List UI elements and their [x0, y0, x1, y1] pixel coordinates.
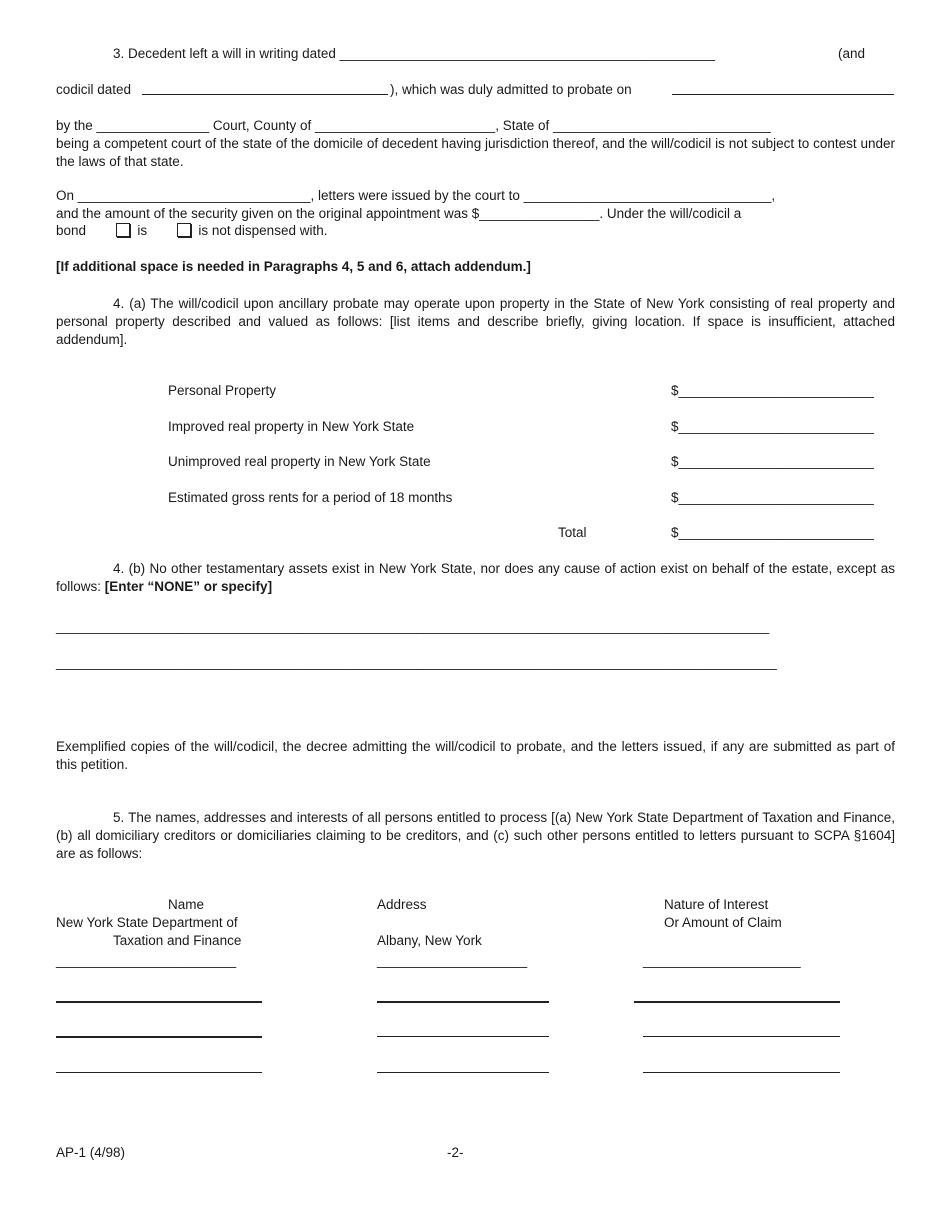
state-field[interactable]: _____________________________: [552, 118, 771, 133]
letters-issued-line[interactable]: On _______________________________, letters were issued by the court to _________________________________,: [56, 188, 776, 203]
first-party-name-line1: New York State Department of: [56, 915, 238, 930]
property-label-personal: Personal Property: [168, 383, 277, 398]
party-address-field-2[interactable]: [377, 1001, 549, 1003]
court-field[interactable]: _______________: [96, 118, 210, 133]
codicil-date-field[interactable]: [142, 94, 388, 95]
first-party-name-line2: Taxation and Finance: [113, 933, 242, 948]
party-name-field-3[interactable]: [56, 1036, 262, 1038]
para5-text: 5. The names, addresses and interests of all persons entitled to process [(a) New York State Department of Taxation and Finance, (b) all domiciliary creditors or domiciliaries claiming to be creditors, and (c) such other persons entitled to letters pursuant to SCPA §1604] are as follows:: [56, 810, 895, 861]
para4a-text: 4. (a) The will/codicil upon ancillary probate may operate upon property in the State of New York consisting of real property and personal property described and valued as follows: [list items and describe briefly, giving location. If space is insufficient, attached addendum].: [56, 296, 895, 347]
addendum-note: [If additional space is needed in Paragraphs 4, 5 and 6, attach addendum.]: [56, 259, 531, 274]
party-address-field-3[interactable]: [377, 1036, 549, 1037]
state-label: , State of: [495, 118, 553, 133]
para3-and: (and: [838, 46, 866, 61]
bond-not-dispensed-checkbox[interactable]: [177, 223, 191, 237]
probate-date-field[interactable]: [672, 94, 894, 95]
header-claim: Or Amount of Claim: [664, 915, 782, 930]
county-field[interactable]: ________________________: [314, 118, 496, 133]
page-number: -2-: [447, 1145, 464, 1160]
party-interest-field-2[interactable]: [634, 1001, 840, 1003]
party-interest-field-3[interactable]: [643, 1036, 840, 1037]
party-address-field-4[interactable]: [377, 1072, 549, 1073]
form-id: AP-1 (4/98): [56, 1145, 126, 1160]
other-assets-line-1[interactable]: _______________________________________________________________________________________________: [56, 619, 770, 634]
header-interest: Nature of Interest: [664, 897, 769, 912]
other-assets-line-2[interactable]: ________________________________________________________________________________________________: [56, 655, 777, 670]
party-name-field-2[interactable]: [56, 1001, 262, 1003]
first-party-address: Albany, New York: [377, 933, 482, 948]
codicil-dated-label: codicil dated: [56, 82, 132, 97]
header-address: Address: [377, 897, 427, 912]
total-value[interactable]: $__________________________: [671, 525, 874, 540]
property-value-unimproved[interactable]: $__________________________: [671, 454, 874, 469]
property-value-rents[interactable]: $__________________________: [671, 490, 874, 505]
total-label: Total: [558, 525, 587, 540]
para3-text: 3. Decedent left a will in writing dated: [113, 46, 340, 61]
party-name-field-1[interactable]: ________________________: [56, 953, 237, 968]
property-value-personal[interactable]: $__________________________: [671, 383, 874, 398]
bond-is-checkbox[interactable]: [116, 223, 130, 237]
property-value-improved[interactable]: $__________________________: [671, 419, 874, 434]
security-line[interactable]: and the amount of the security given on the original appointment was $________________. Under the will/codicil a: [56, 206, 742, 221]
bond-label: bond: [56, 223, 87, 238]
para4b-instruction: [Enter “NONE” or specify]: [104, 579, 273, 594]
will-date-field[interactable]: __________________________________________________: [339, 46, 716, 61]
property-label-improved: Improved real property in New York State: [168, 419, 415, 434]
party-address-field-1[interactable]: ____________________: [377, 953, 528, 968]
para4b-text: 4. (b) No other testamentary assets exist in New York State, nor does any cause of action exist on behalf of the estate, except as follows: [Enter “NONE” or specify]: [56, 561, 895, 594]
admitted-text: ), which was duly admitted to probate on: [390, 82, 632, 97]
bond-line: [56, 223, 327, 238]
not-dispensed-label: is not dispensed with.: [198, 223, 328, 238]
exemplified-text: Exemplified copies of the will/codicil, the decree admitting the will/codicil to probate, and the letters issued, if any are submitted as part of this petition.: [56, 739, 895, 772]
party-interest-field-1[interactable]: _____________________: [643, 953, 801, 968]
property-label-rents: Estimated gross rents for a period of 18 months: [168, 490, 453, 505]
property-label-unimproved: Unimproved real property in New York State: [168, 454, 431, 469]
para3-court-line: [56, 118, 771, 133]
party-interest-field-4[interactable]: [643, 1072, 840, 1073]
by-the-label: by the: [56, 118, 93, 133]
party-name-field-4[interactable]: [56, 1072, 262, 1073]
jurisdiction-text: being a competent court of the state of the domicile of decedent having jurisdiction thereof, and the will/codicil is not subject to contest under the laws of that state.: [56, 136, 895, 169]
is-label: is: [137, 223, 148, 238]
para3-line1: [113, 46, 715, 61]
header-name: Name: [168, 897, 205, 912]
county-label: Court, County of: [209, 118, 315, 133]
